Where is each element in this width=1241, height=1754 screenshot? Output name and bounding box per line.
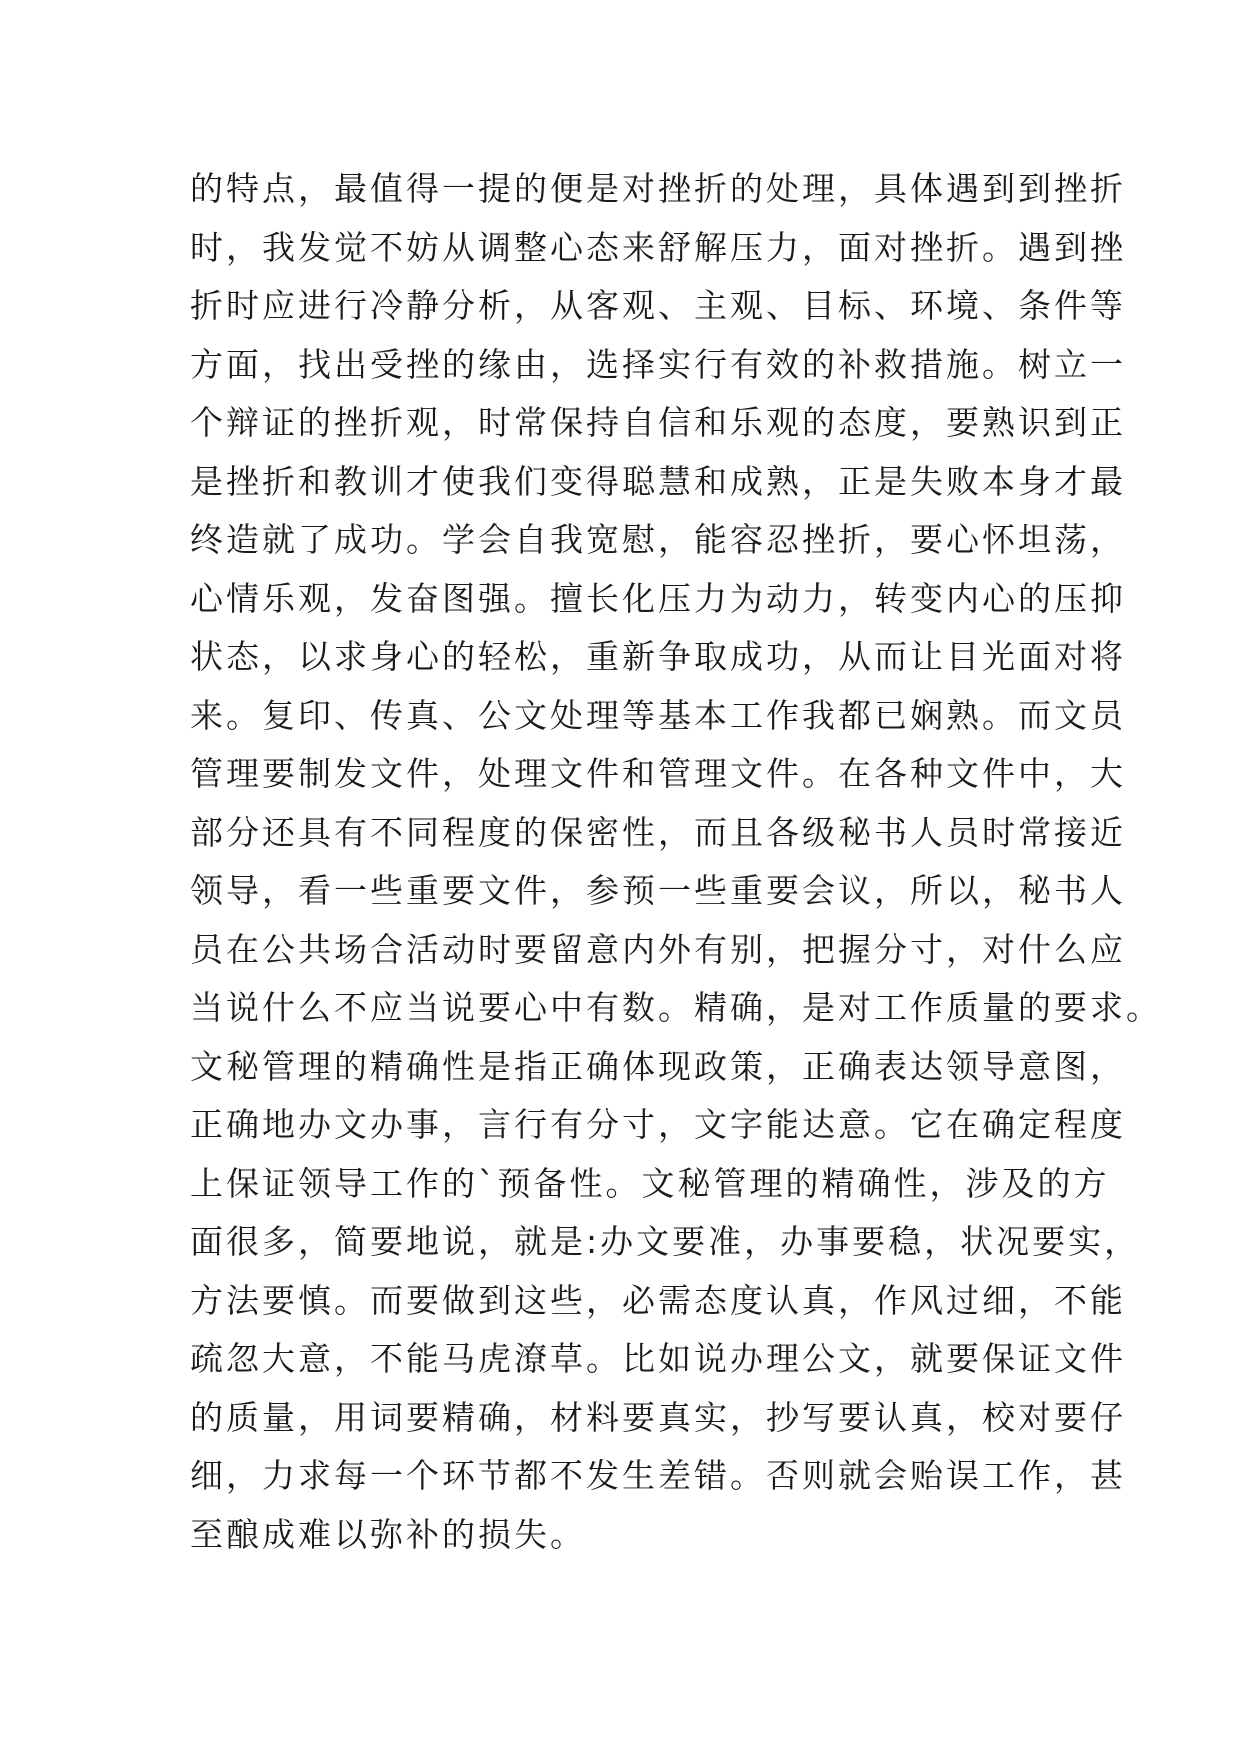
text-line: 的特点，最值得一提的便是对挫折的处理，具体遇到到挫折	[190, 169, 1126, 208]
text-line: 正确地办文办事，言行有分寸，文字能达意。它在确定程度	[190, 1105, 1126, 1144]
text-line: 部分还具有不同程度的保密性，而且各级秘书人员时常接近	[190, 812, 1126, 852]
text-line: 个辩证的挫折观，时常保持自信和乐观的态度，要熟识到正	[190, 403, 1126, 442]
text-line: 心情乐观，发奋图强。擅长化压力为动力，转变内心的压抑	[190, 578, 1126, 618]
text-line: 折时应进行冷静分析，从客观、主观、目标、环境、条件等	[190, 286, 1126, 325]
text-line: 来。复印、传真、公文处理等基本工作我都已娴熟。而文员	[190, 695, 1126, 735]
text-line: 是挫折和教训才使我们变得聪慧和成熟，正是失败本身才最	[190, 461, 1126, 501]
text-line: 至酿成难以弥补的损失。	[190, 1514, 586, 1554]
body-text	[190, 160, 1162, 1564]
text-line: 文秘管理的精确性是指正确体现政策，正确表达领导意图，	[190, 1046, 1126, 1086]
text-line: 状态，以求身心的轻松，重新争取成功，从而让目光面对将	[190, 637, 1126, 676]
text-line: 管理要制发文件，处理文件和管理文件。在各种文件中，大	[190, 754, 1126, 793]
text-line: 时，我发觉不妨从调整心态来舒解压力，面对挫折。遇到挫	[190, 227, 1126, 267]
text-line: 员在公共场合活动时要留意内外有别，把握分寸，对什么应	[190, 929, 1126, 969]
text-line: 方面，找出受挫的缘由，选择实行有效的补救措施。树立一	[190, 344, 1126, 384]
text-line: 上保证领导工作的`预备性。文秘管理的精确性，涉及的方	[190, 1163, 1110, 1203]
text-line: 疏忽大意，不能马虎潦草。比如说办理公文，就要保证文件	[190, 1339, 1126, 1378]
text-line: 领导，看一些重要文件，参预一些重要会议，所以，秘书人	[190, 871, 1126, 910]
text-line: 细，力求每一个环节都不发生差错。否则就会贻误工作，甚	[190, 1456, 1126, 1495]
text-line: 的质量，用词要精确，材料要真实，抄写要认真，校对要仔	[190, 1397, 1126, 1437]
text-line: 面很多，简要地说，就是:办文要准，办事要稳，状况要实，	[190, 1222, 1141, 1261]
text-line: 当说什么不应当说要心中有数。精确，是对工作质量的要求。	[190, 988, 1162, 1027]
text-line: 终造就了成功。学会自我宽慰，能容忍挫折，要心怀坦荡，	[190, 520, 1126, 559]
text-line: 方法要慎。而要做到这些，必需态度认真，作风过细，不能	[190, 1280, 1126, 1320]
